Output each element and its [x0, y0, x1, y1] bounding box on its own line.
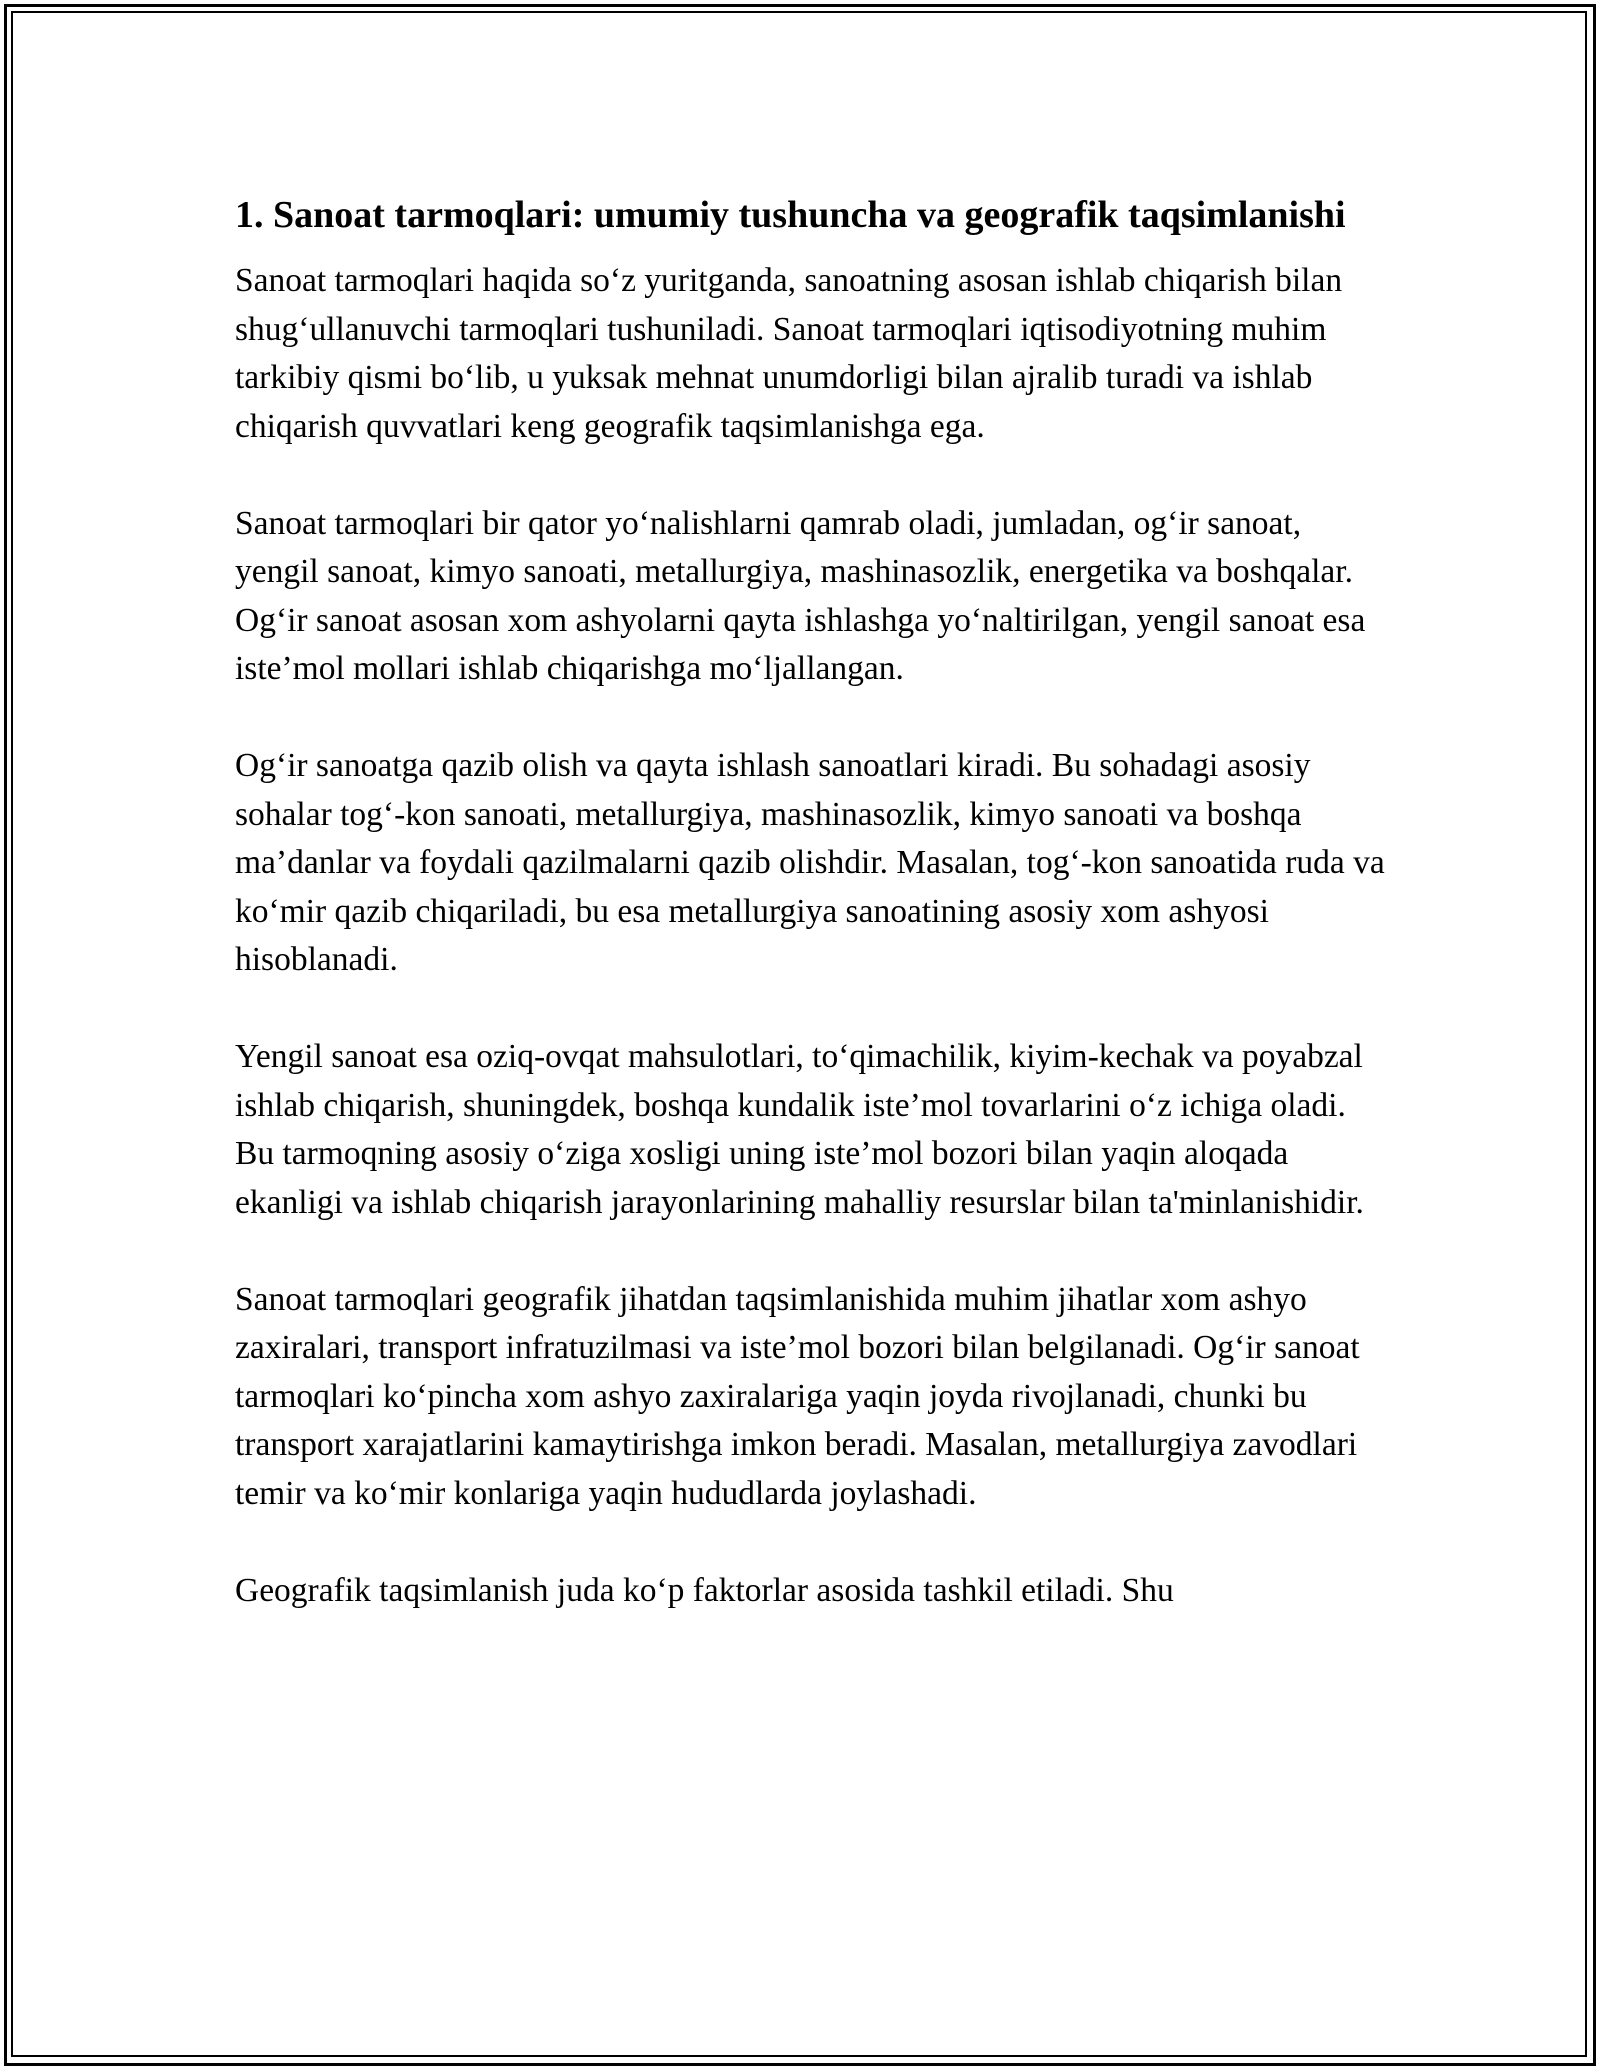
paragraph-heavy-industry: Og‘ir sanoatga qazib olish va qayta ishlash sanoatlari kiradi. Bu sohadagi asosiy sohalar tog‘-kon sanoati, metallurgiya, mashinasozlik, kimyo sanoati va boshqa ma’danlar va foydali qazilmalarni qazib olishdir. Masalan, tog‘-kon sanoatida ruda va ko‘mir qazib chiqariladi, bu esa metallurgiya sanoatining asosiy xom ashyosi hisoblanadi. [235, 747, 1385, 978]
paragraph-geographic-distribution: Sanoat tarmoqlari geografik jihatdan taqsimlanishida muhim jihatlar xom ashyo zaxiralari, transport infratuzilmasi va iste’mol bozori bilan belgilanadi. Og‘ir sanoat tarmoqlari ko‘pincha xom ashyo zaxiralariga yaqin joyda rivojlanadi, chunki bu transport xarajatlarini kamaytirishga imkon beradi. Masalan, metallurgiya zavodlari temir va ko‘mir konlariga yaqin hududlarda joylashadi. [235, 1280, 1360, 1512]
paragraph-light-industry: Yengil sanoat esa oziq-ovqat mahsulotlari, to‘qimachilik, kiyim-kechak va poyabzal ishlab chiqarish, shuningdek, boshqa kundalik iste’mol tovarlarini o‘z ichiga oladi. Bu tarmoqning asosiy o‘ziga xosligi uning iste’mol bozori bilan yaqin aloqada ekanligi va ishlab chiqarish jarayonlarining mahalliy resurslar bilan ta'minlanishidir. [235, 1038, 1364, 1221]
paragraph-branches: Sanoat tarmoqlari bir qator yo‘nalishlarni qamrab oladi, jumladan, og‘ir sanoat, yengil sanoat, kimyo sanoati, metallurgiya, mashinasozlik, energetika va boshqalar. Og‘ir sanoat asosan xom ashyolarni qayta ishlashga yo‘naltirilgan, yengil sanoat esa iste’mol mollari ishlab chiqarishga mo‘ljallangan. [235, 504, 1366, 687]
paragraph-factors: Geografik taqsimlanish juda ko‘p faktorlar asosida tashkil etiladi. Shu [235, 1571, 1174, 1609]
paragraph-intro: Sanoat tarmoqlari haqida so‘z yuritganda, sanoatning asosan ishlab chiqarish bilan shug‘ullanuvchi tarmoqlari tushuniladi. Sanoat tarmoqlari iqtisodiyotning muhim tarkibiy qismi bo‘lib, u yuksak mehnat unumdorligi bilan ajralib turadi va ishlab chiqarish quvvatlari keng geografik taqsimlanishga ega. [235, 262, 1343, 445]
section-heading: 1. Sanoat tarmoqlari: umumiy tushuncha va geografik taqsimlanishi [235, 194, 1346, 236]
document-body [235, 187, 1385, 1664]
